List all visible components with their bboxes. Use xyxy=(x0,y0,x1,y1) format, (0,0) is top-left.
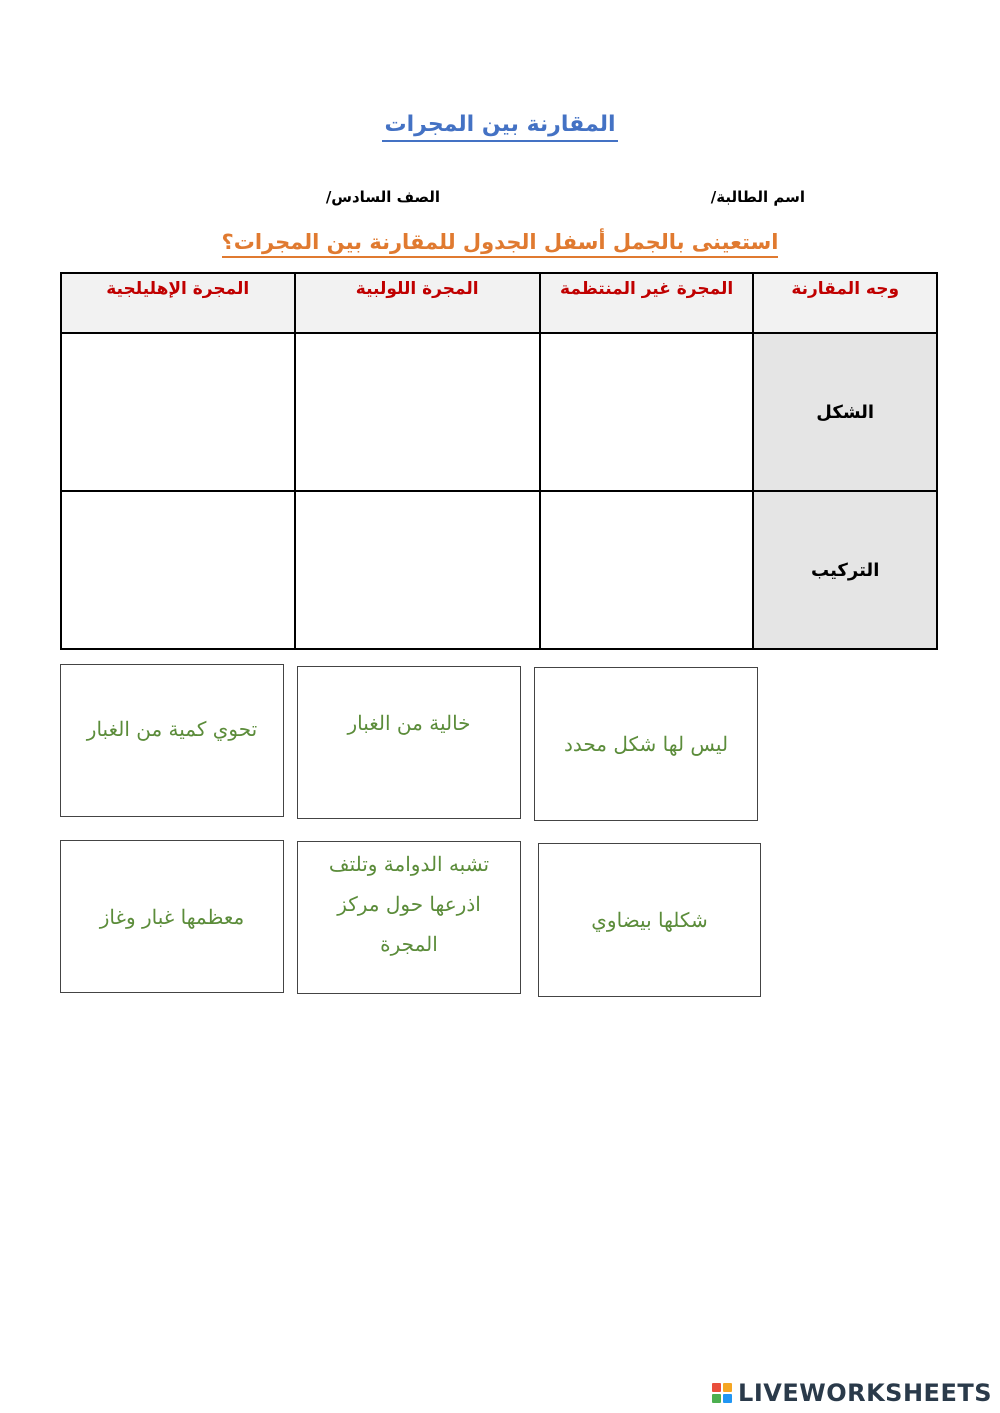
page-title xyxy=(0,112,1000,137)
grade-label: الصف السادس/ xyxy=(325,188,440,206)
table-row-composition xyxy=(61,491,937,649)
drag-card-whirlpool-arms[interactable]: تشبه الدوامة وتلتف اذرعها حول مركز المجرة xyxy=(297,841,521,994)
header-spiral-galaxy: المجرة اللولبية xyxy=(295,273,540,333)
liveworksheets-logo xyxy=(712,1379,992,1407)
table-row-shape xyxy=(61,333,937,491)
drag-card-mostly-dust-gas[interactable]: معظمها غبار وغاز xyxy=(60,840,284,993)
drop-cell-composition-spiral[interactable] xyxy=(295,491,540,649)
instruction xyxy=(0,230,1000,254)
row-label-shape: الشكل xyxy=(753,333,937,491)
header-elliptical-galaxy: المجرة الإهليلجية xyxy=(61,273,295,333)
logo-square-blue xyxy=(723,1394,732,1403)
page-title-text: المقارنة بين المجرات xyxy=(382,112,617,142)
logo-square-green xyxy=(712,1394,721,1403)
drop-cell-shape-elliptical[interactable] xyxy=(61,333,295,491)
drop-cell-composition-elliptical[interactable] xyxy=(61,491,295,649)
logo-square-red xyxy=(712,1383,721,1392)
logo-mark-icon xyxy=(712,1383,732,1403)
drag-card-ellipse-shape[interactable]: شكلها بيضاوي xyxy=(538,843,761,997)
drop-cell-shape-irregular[interactable] xyxy=(540,333,754,491)
drop-cell-shape-spiral[interactable] xyxy=(295,333,540,491)
header-comparison-aspect: وجه المقارنة xyxy=(753,273,937,333)
logo-text: LIVEWORKSHEETS xyxy=(738,1379,992,1407)
logo-square-orange xyxy=(723,1383,732,1392)
instruction-text: استعينى بالجمل أسفل الجدول للمقارنة بين المجرات؟ xyxy=(222,230,779,258)
header-irregular-galaxy: المجرة غير المنتظمة xyxy=(540,273,754,333)
drag-card-dust-free[interactable]: خالية من الغبار xyxy=(297,666,521,819)
row-label-composition: التركيب xyxy=(753,491,937,649)
table-header-row xyxy=(61,273,937,333)
student-name-label: اسم الطالبة/ xyxy=(710,188,805,206)
drag-card-contains-dust[interactable]: تحوي كمية من الغبار xyxy=(60,664,284,817)
drop-cell-composition-irregular[interactable] xyxy=(540,491,754,649)
drag-card-no-definite-shape[interactable]: ليس لها شكل محدد xyxy=(534,667,758,821)
comparison-table xyxy=(60,272,938,650)
